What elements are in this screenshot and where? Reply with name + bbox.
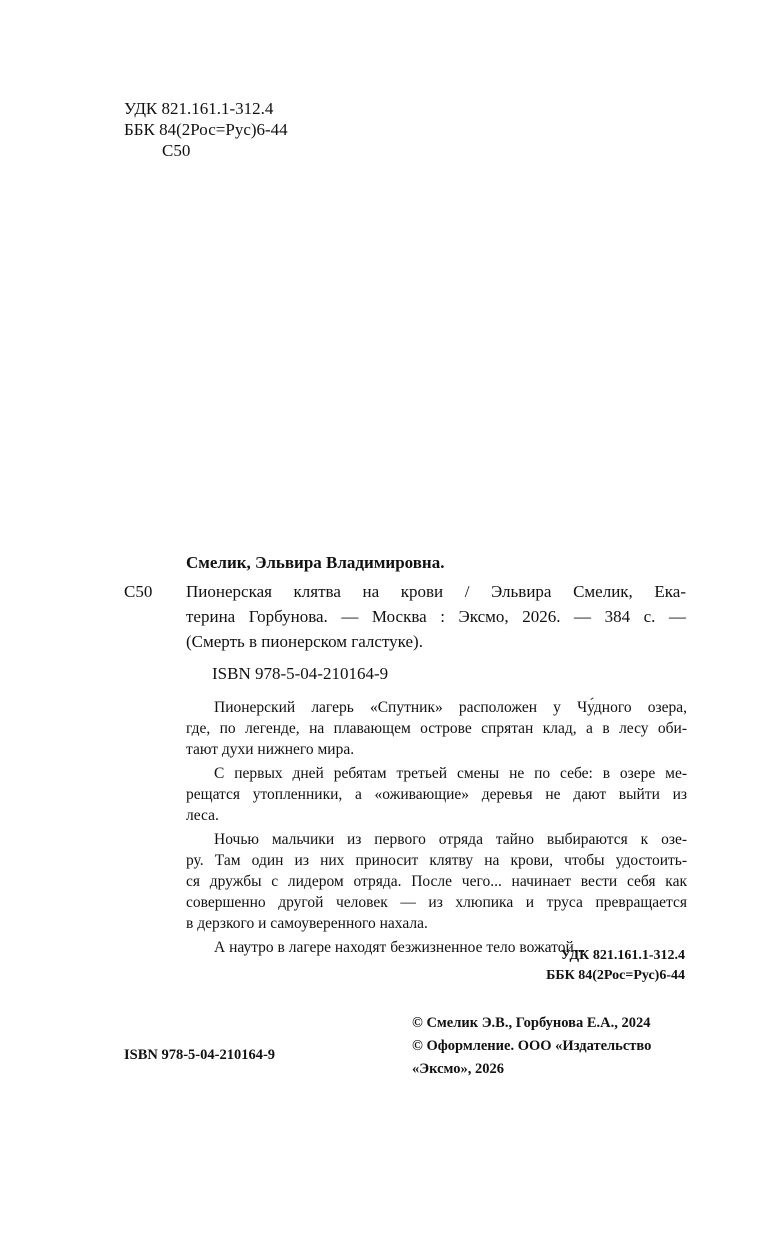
copyright-block	[412, 1012, 651, 1081]
bbk-code-bottom: ББК 84(2Рос=Рус)6-44	[546, 968, 685, 983]
copyright-line: «Эксмо», 2026	[412, 1061, 504, 1077]
annotation-line: ру. Там один из них приносит клятву на крови, чтобы удостоить-	[186, 852, 687, 869]
annotation-line: в дерзкого и самоуверенного нахала.	[186, 915, 428, 932]
annotation-line: Пионерский лагерь «Спутник» расположен у Чу́дного озера,	[214, 699, 687, 716]
annotation-line: где, по легенде, на плавающем острове спрятан клад, а в лесу оби-	[186, 720, 687, 737]
annotation-line: леса.	[186, 807, 219, 824]
biblio-line: Пионерская клятва на крови / Эльвира Смелик, Ека-	[186, 582, 686, 601]
udk-code-top: УДК 821.161.1-312.4	[124, 99, 274, 118]
annotation-line: Ночью мальчики из первого отряда тайно выбираются к озе-	[214, 831, 687, 848]
isbn-bottom: ISBN 978-5-04-210164-9	[124, 1047, 276, 1063]
annotation-line: А наутро в лагере находят безжизненное тело вожатой...	[214, 939, 586, 956]
annotation-line: совершенно другой человек — из хлюпика и труса превращается	[186, 894, 687, 911]
annotation-line: рещатся утопленники, а «оживающие» деревья не дают выйти из	[186, 786, 687, 803]
copyright-line: © Смелик Э.В., Горбунова Е.А., 2024	[412, 1015, 651, 1031]
annotation-line: тают духи нижнего мира.	[186, 741, 355, 758]
bbk-code-top: ББК 84(2Рос=Рус)6-44	[124, 120, 288, 139]
isbn: ISBN 978-5-04-210164-9	[212, 664, 389, 683]
annotation-line: С первых дней ребятам третьей смены не по себе: в озере ме-	[214, 765, 687, 782]
biblio-line: терина Горбунова. — Москва : Эксмо, 2026. — 384 с. —	[186, 607, 686, 626]
udk-code-bottom: УДК 821.161.1-312.4	[560, 948, 685, 963]
author-mark-top: С50	[162, 141, 191, 160]
bibliographic-description	[186, 579, 686, 654]
author-mark: С50	[124, 582, 153, 601]
classification-bottom	[546, 946, 685, 986]
annotation-paragraph	[186, 697, 687, 760]
annotation-line: ся дружбы с лидером отряда. После чего... начинает вести себя как	[186, 873, 687, 890]
annotation-paragraph	[186, 763, 687, 826]
copyright-line: © Оформление. ООО «Издательство	[412, 1038, 652, 1054]
annotation	[186, 697, 687, 961]
author-heading: Смелик, Эльвира Владимировна.	[186, 553, 445, 572]
biblio-line: (Смерть в пионерском галстуке).	[186, 632, 423, 651]
annotation-paragraph	[186, 829, 687, 934]
